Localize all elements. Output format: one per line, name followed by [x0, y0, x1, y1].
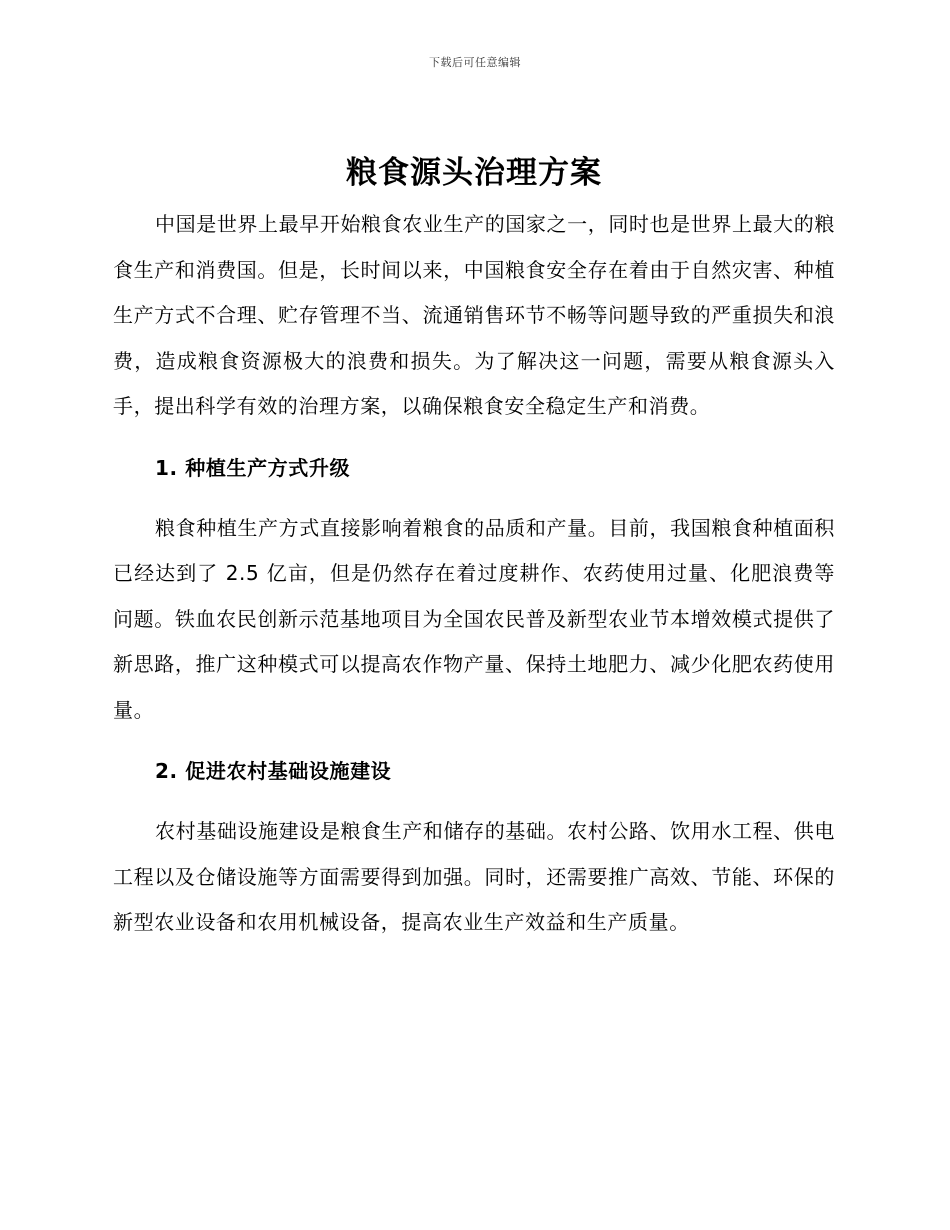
document-body: [113, 150, 835, 946]
section-body-2: 农村基础设施建设是粮食生产和储存的基础。农村公路、饮用水工程、供电工程以及仓储设施等方面需要得到加强。同时，还需要推广高效、节能、环保的新型农业设备和农用机械设备，提高农业生产效益和生产质量。: [113, 819, 835, 934]
document-title: 粮食源头治理方案: [346, 155, 602, 191]
section-body-1: 粮食种植生产方式直接影响着粮食的品质和产量。目前，我国粮食种植面积已经达到了 2.5 亿亩，但是仍然存在着过度耕作、农药使用过量、化肥浪费等问题。铁血农民创新示范基地项目为全国农民普及新型农业节本增效模式提供了新思路，推广这种模式可以提高农作物产量、保持土地肥力、减少化肥农药使用量。: [113, 515, 835, 722]
section-heading-1: 1. 种植生产方式升级: [155, 455, 351, 480]
section-heading-2: 2. 促进农村基础设施建设: [155, 759, 392, 783]
header-note: 下载后可任意编辑: [429, 56, 521, 69]
intro-paragraph: 中国是世界上最早开始粮食农业生产的国家之一，同时也是世界上最大的粮食生产和消费国。但是，长时间以来，中国粮食安全存在着由于自然灾害、种植生产方式不合理、贮存管理不当、流通销售环节不畅等问题导致的严重损失和浪费，造成粮食资源极大的浪费和损失。为了解决这一问题，需要从粮食源头入手，提出科学有效的治理方案，以确保粮食安全稳定生产和消费。: [113, 212, 835, 418]
